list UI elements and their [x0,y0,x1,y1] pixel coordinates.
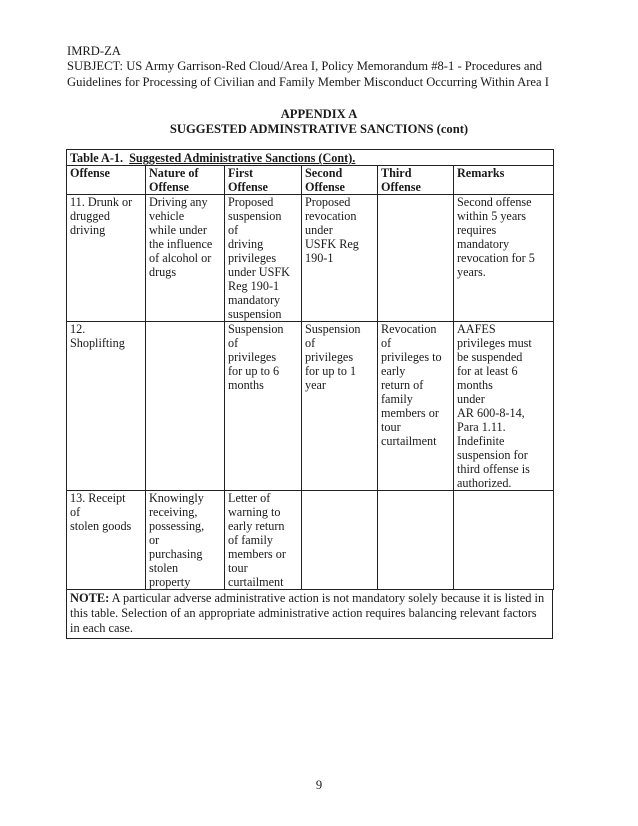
cell-line: Reg 190-1 [228,279,280,293]
cell-line: privileges [305,350,354,364]
cell-line: of [305,336,316,350]
cell-line: Second offense [457,195,532,209]
cell-line: possessing, [149,519,205,533]
cell-line: year [305,378,326,392]
column-header-first-offense [225,166,302,195]
sanctions-table-container [66,149,553,639]
cell-line: Knowingly [149,491,204,505]
table-cell-nature-of-offense [146,322,225,491]
cell-line: authorized. [457,476,512,490]
cell-line: early return [228,519,285,533]
caption-prefix: Table A-1. [70,151,124,165]
table-cell-third-offense [378,195,454,322]
cell-line: Indefinite [457,434,505,448]
column-header-third-offense [378,166,454,195]
cell-line: Driving any [149,195,208,209]
cell-line: AAFES [457,322,496,336]
cell-line: revocation for 5 [457,251,535,265]
column-header-line: Remarks [457,166,505,180]
note-text: A particular adverse administrative action is not mandatory solely because it is listed in this table. Selection of an appropriate administrative action requires balancing relevant factors in each case. [70,591,545,635]
cell-line: under USFK [228,265,290,279]
note-table [66,590,553,639]
table-cell-first-offense [225,195,302,322]
column-header-line: Offense [381,180,421,194]
table-row [67,195,554,322]
cell-line: privileges [228,350,277,364]
cell-line: driving [228,237,264,251]
column-header-line: Offense [70,166,110,180]
table-caption-row [67,150,554,166]
cell-line: mandatory [457,237,510,251]
cell-line: months [228,378,264,392]
cell-line: or [149,533,160,547]
table-row [67,491,554,590]
table-cell-remarks [454,491,554,590]
cell-line: the influence [149,237,213,251]
table-cell-second-offense [302,195,378,322]
column-header-line: First [228,166,254,180]
cell-line: vehicle [149,209,185,223]
cell-line: Suspension [228,322,284,336]
cell-line: suspension [228,209,282,223]
cell-line: privileges [228,251,277,265]
cell-line: of [70,505,81,519]
cell-line: family [381,392,413,406]
table-cell-offense [67,491,146,590]
cell-line: stolen goods [70,519,132,533]
cell-line: curtailment [381,434,437,448]
table-cell-third-offense [378,491,454,590]
office-symbol: IMRD-ZA [67,44,121,58]
table-cell-offense [67,322,146,491]
column-header-line: Offense [228,180,268,194]
table-cell-remarks [454,195,554,322]
cell-line: suspension for [457,448,528,462]
caption-title: Suggested Administrative Sanctions (Cont). [129,151,356,165]
column-header-line: Nature of [149,166,199,180]
cell-line: Letter of [228,491,271,505]
cell-line: AR 600-8-14, [457,406,525,420]
column-header-line: Offense [305,180,345,194]
cell-line: 13. Receipt [70,491,126,505]
cell-line: Proposed [305,195,351,209]
cell-line: Para 1.11. [457,420,506,434]
cell-line: of alcohol or [149,251,212,265]
column-header-offense [67,166,146,195]
cell-line: under [457,392,485,406]
cell-line: drugged [70,209,110,223]
cell-line: property [149,575,191,589]
cell-line: drugs [149,265,177,279]
table-cell-first-offense [225,322,302,491]
table-row [67,322,554,491]
table-cell-offense [67,195,146,322]
cell-line: for at least 6 [457,364,518,378]
table-cell-nature-of-offense [146,195,225,322]
cell-line: warning to [228,505,281,519]
cell-line: receiving, [149,505,198,519]
sanctions-table [66,149,554,590]
page-number: 9 [315,778,323,792]
cell-line: purchasing [149,547,203,561]
cell-line: requires [457,223,497,237]
cell-line: Proposed [228,195,274,209]
column-header-second-offense [302,166,378,195]
cell-line: 190-1 [305,251,334,265]
table-cell-second-offense [302,322,378,491]
cell-line: Revocation [381,322,437,336]
cell-line: driving [70,223,106,237]
cell-line: stolen [149,561,179,575]
table-cell-second-offense [302,491,378,590]
cell-line: months [457,378,493,392]
cell-line: privileges to [381,350,442,364]
cell-line: Shoplifting [70,336,125,350]
table-header-row [67,166,554,195]
note-label: NOTE: [70,591,110,605]
table-caption [67,150,554,166]
cell-line: years. [457,265,486,279]
cell-line: of family [228,533,274,547]
table-cell-third-offense [378,322,454,491]
cell-line: within 5 years [457,209,527,223]
column-header-line: Second [305,166,343,180]
cell-line: of [228,223,239,237]
cell-line: 11. Drunk or [70,195,133,209]
cell-line: members or [381,406,439,420]
cell-line: 12. [70,322,86,336]
table-cell-remarks [454,322,554,491]
cell-line: of [381,336,392,350]
table-cell-first-offense [225,491,302,590]
cell-line: tour [228,561,248,575]
cell-line: mandatory [228,293,281,307]
document-header [67,44,587,90]
cell-line: Suspension [305,322,361,336]
cell-line: privileges must [457,336,532,350]
cell-line: of [228,336,239,350]
cell-line: USFK Reg [305,237,359,251]
cell-line: be suspended [457,350,523,364]
cell-line: curtailment [228,575,284,589]
cell-line: suspension [228,307,282,321]
cell-line: third offense is [457,462,530,476]
column-header-nature-of-offense [146,166,225,195]
subject-line-2: Guidelines for Processing of Civilian and Family Member Misconduct Occurring Within Area I [67,74,549,89]
cell-line: under [305,223,333,237]
column-header-remarks [454,166,554,195]
column-header-line: Offense [149,180,189,194]
cell-line: revocation [305,209,357,223]
table-note [67,590,553,639]
appendix-title: APPENDIX A [280,107,358,121]
subject-line-1: SUBJECT: US Army Garrison-Red Cloud/Area I, Policy Memorandum #8-1 - Procedures and [67,59,543,74]
appendix-subtitle: SUGGESTED ADMINSTRATIVE SANCTIONS (cont) [169,122,469,136]
cell-line: tour [381,420,401,434]
cell-line: members or [228,547,286,561]
cell-line: while under [149,223,207,237]
cell-line: early [381,364,406,378]
cell-line: for up to 6 [228,364,280,378]
cell-line: for up to 1 [305,364,357,378]
table-cell-nature-of-offense [146,491,225,590]
cell-line: return of [381,378,424,392]
column-header-line: Third [381,166,412,180]
